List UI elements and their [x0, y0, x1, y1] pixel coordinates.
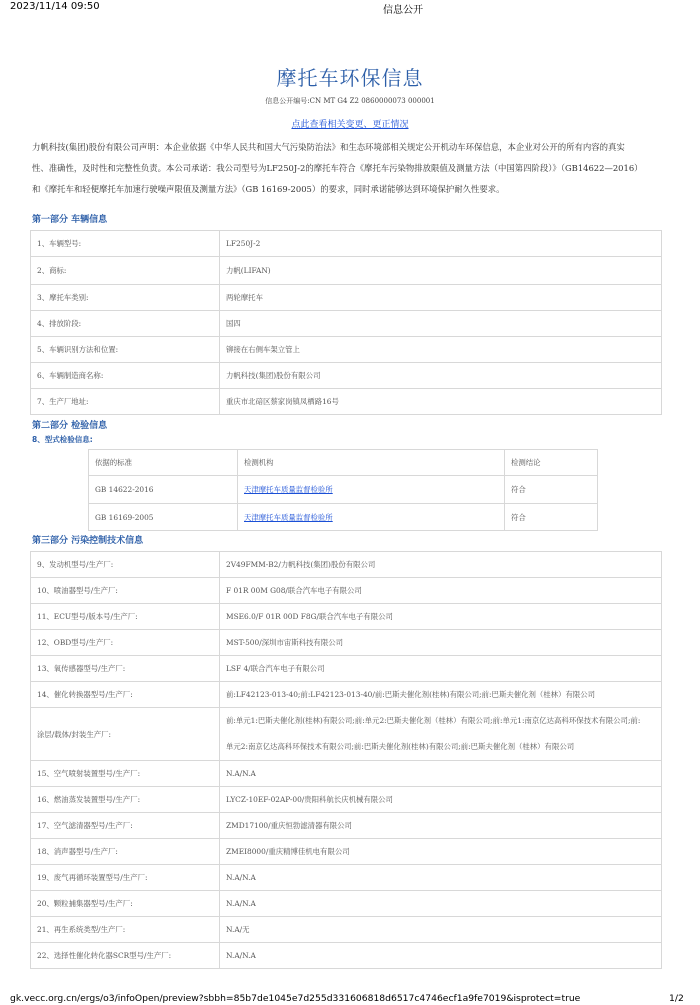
table-row — [31, 285, 662, 311]
table-row — [31, 311, 662, 337]
section-heading-inspection-info: 第二部分 检验信息 — [32, 421, 108, 431]
table-header-row — [89, 450, 598, 476]
row-label: 6、车辆制造商名称: — [31, 363, 220, 389]
row-label: 2、商标: — [31, 257, 220, 285]
standard-cell: GB 14622-2016 — [89, 476, 238, 504]
row-label: 14、催化转换器型号/生产厂: — [31, 682, 220, 708]
row-value: 两轮摩托车 — [220, 285, 662, 311]
table-row — [31, 813, 662, 839]
table-row — [31, 257, 662, 285]
table-row — [89, 476, 598, 504]
row-label: 21、再生系统类型/生产厂: — [31, 917, 220, 943]
agency-cell — [238, 504, 505, 531]
row-label: 22、选择性催化转化器SCR型号/生产厂: — [31, 943, 220, 969]
table-row — [31, 891, 662, 917]
row-value-line: 单元2:南京亿达高科环保技术有限公司;前:巴斯夫催化剂(桂林)有限公司;前:巴斯夫催化剂（桂林）有限公司 — [226, 742, 575, 751]
section-heading-vehicle-info: 第一部分 车辆信息 — [32, 215, 108, 225]
row-value: LF250J-2 — [220, 231, 662, 257]
row-label: 11、ECU型号/版本号/生产厂: — [31, 604, 220, 630]
row-label: 4、排放阶段: — [31, 311, 220, 337]
row-value-line: 前:单元1:巴斯夫催化剂(桂林)有限公司;前:单元2:巴斯夫催化剂（桂林）有限公司;前:单元1:南京亿达高科环保技术有限公司;前: — [226, 716, 641, 725]
row-value: 重庆市北碚区蔡家岗镇凤栖路16号 — [220, 389, 662, 415]
row-label: 1、车辆型号: — [31, 231, 220, 257]
result-cell: 符合 — [505, 476, 598, 504]
type-inspection-table — [88, 449, 598, 531]
print-title: 信息公开 — [383, 5, 423, 16]
row-label: 20、颗粒捕集器型号/生产厂: — [31, 891, 220, 917]
table-row — [31, 656, 662, 682]
row-value: 国四 — [220, 311, 662, 337]
row-value: 铆接在右侧车架立管上 — [220, 337, 662, 363]
row-value: N.A/无 — [220, 917, 662, 943]
row-value — [220, 708, 662, 761]
column-header-result: 检测结论 — [505, 450, 598, 476]
row-value: 力帆科技(集团)股份有限公司 — [220, 363, 662, 389]
statement-line: 性、准确性，及时性和完整性负责。本公司承诺：我公司型号为LF250J-2的摩托车符合《摩托车污染物排放限值及测量方法（中国第四阶段）》（GB14622—2016） — [32, 163, 643, 173]
row-label: 10、喷油器型号/生产厂: — [31, 578, 220, 604]
column-header-standard: 依据的标准 — [89, 450, 238, 476]
row-label: 16、燃油蒸发装置型号/生产厂: — [31, 787, 220, 813]
agency-link[interactable]: 天津摩托车质量监督检验所 — [244, 485, 333, 494]
row-value: LYCZ-10EF-02AP-00/贵阳科航长庆机械有限公司 — [220, 787, 662, 813]
table-row — [31, 943, 662, 969]
table-row — [31, 917, 662, 943]
row-label: 9、发动机型号/生产厂: — [31, 552, 220, 578]
table-row — [31, 604, 662, 630]
row-value: 前:LF42123-013-40;前:LF42123-013-40/前:巴斯夫催化剂(桂林)有限公司;前:巴斯夫催化剂（桂林）有限公司 — [220, 682, 662, 708]
row-label: 7、生产厂地址: — [31, 389, 220, 415]
result-cell: 符合 — [505, 504, 598, 531]
agency-link[interactable]: 天津摩托车质量监督检验所 — [244, 512, 333, 522]
section-heading-pollution-control: 第三部分 污染控制技术信息 — [32, 536, 144, 546]
vehicle-info-table — [30, 230, 662, 415]
page-title: 摩托车环保信息 — [276, 66, 424, 90]
row-value: 力帆(LIFAN) — [220, 257, 662, 285]
table-row — [31, 839, 662, 865]
statement-line: 和《摩托车和轻便摩托车加速行驶噪声限值及测量方法》（GB 16169-2005）的要求，同时承诺能够达到环境保护耐久性要求。 — [32, 184, 505, 194]
row-value: N.A/N.A — [220, 865, 662, 891]
print-header — [0, 0, 700, 14]
row-label: 12、OBD型号/生产厂: — [31, 630, 220, 656]
row-label: 15、空气喷射装置型号/生产厂: — [31, 761, 220, 787]
row-label: 3、摩托车类别: — [31, 285, 220, 311]
page-number: 1/2 — [669, 993, 684, 1004]
table-row — [31, 231, 662, 257]
table-row — [31, 578, 662, 604]
column-header-agency: 检测机构 — [238, 450, 505, 476]
row-label: 5、车辆识别方法和位置: — [31, 337, 220, 363]
table-row — [31, 552, 662, 578]
row-label: 17、空气滤清器型号/生产厂: — [31, 813, 220, 839]
standard-cell: GB 16169-2005 — [89, 504, 238, 531]
row-value: ZMEI8000/重庆精博佳机电有限公司 — [220, 839, 662, 865]
table-row — [31, 363, 662, 389]
company-statement — [32, 137, 672, 200]
row-value: LSF 4/联合汽车电子有限公司 — [220, 656, 662, 682]
row-value: MSE6.0/F 01R 00D F8G/联合汽车电子有限公司 — [220, 604, 662, 630]
row-value: 2V49FMM-B2/力帆科技(集团)股份有限公司 — [220, 552, 662, 578]
row-value: MST-500/深圳市宙斯科技有限公司 — [220, 630, 662, 656]
row-label: 13、氧传感器型号/生产厂: — [31, 656, 220, 682]
table-row — [31, 389, 662, 415]
row-value: ZMD17100/重庆恒勃滤清器有限公司 — [220, 813, 662, 839]
table-row — [89, 504, 598, 531]
row-value: N.A/N.A — [220, 891, 662, 917]
print-datetime: 2023/11/14 09:50 — [10, 1, 100, 12]
table-row — [31, 682, 662, 708]
pollution-control-table — [30, 551, 662, 969]
disclosure-number: 信息公开编号:CN MT G4 Z2 0860000073 000001 — [265, 97, 435, 105]
table-row — [31, 337, 662, 363]
statement-line: 力帆科技(集团)股份有限公司声明：本企业依据《中华人民共和国大气污染防治法》和生态环境部相关规定公开机动车环保信息，本企业对公开的所有内容的真实 — [32, 142, 625, 152]
row-value: F 01R 00M G08/联合汽车电子有限公司 — [220, 578, 662, 604]
table-row — [31, 865, 662, 891]
row-label: 19、废气再循环装置型号/生产厂: — [31, 865, 220, 891]
row-value: N.A/N.A — [220, 943, 662, 969]
table-row — [31, 708, 662, 761]
agency-cell — [238, 476, 505, 504]
table-row — [31, 630, 662, 656]
table-row — [31, 787, 662, 813]
page-url: gk.vecc.org.cn/ergs/o3/infoOpen/preview?sbbh=85b7de1045e7d255d331606818d6517c4746ecf1a9fe7019&isprotect=true — [10, 993, 581, 1004]
table-row — [31, 761, 662, 787]
view-changes-link[interactable]: 点此查看相关变更、更正情况 — [291, 120, 409, 130]
row-label: 18、消声器型号/生产厂: — [31, 839, 220, 865]
type-inspection-subheading: 8、型式检验信息: — [32, 435, 93, 444]
row-value: N.A/N.A — [220, 761, 662, 787]
row-label: 涂层/载体/封装生产厂: — [31, 708, 220, 761]
